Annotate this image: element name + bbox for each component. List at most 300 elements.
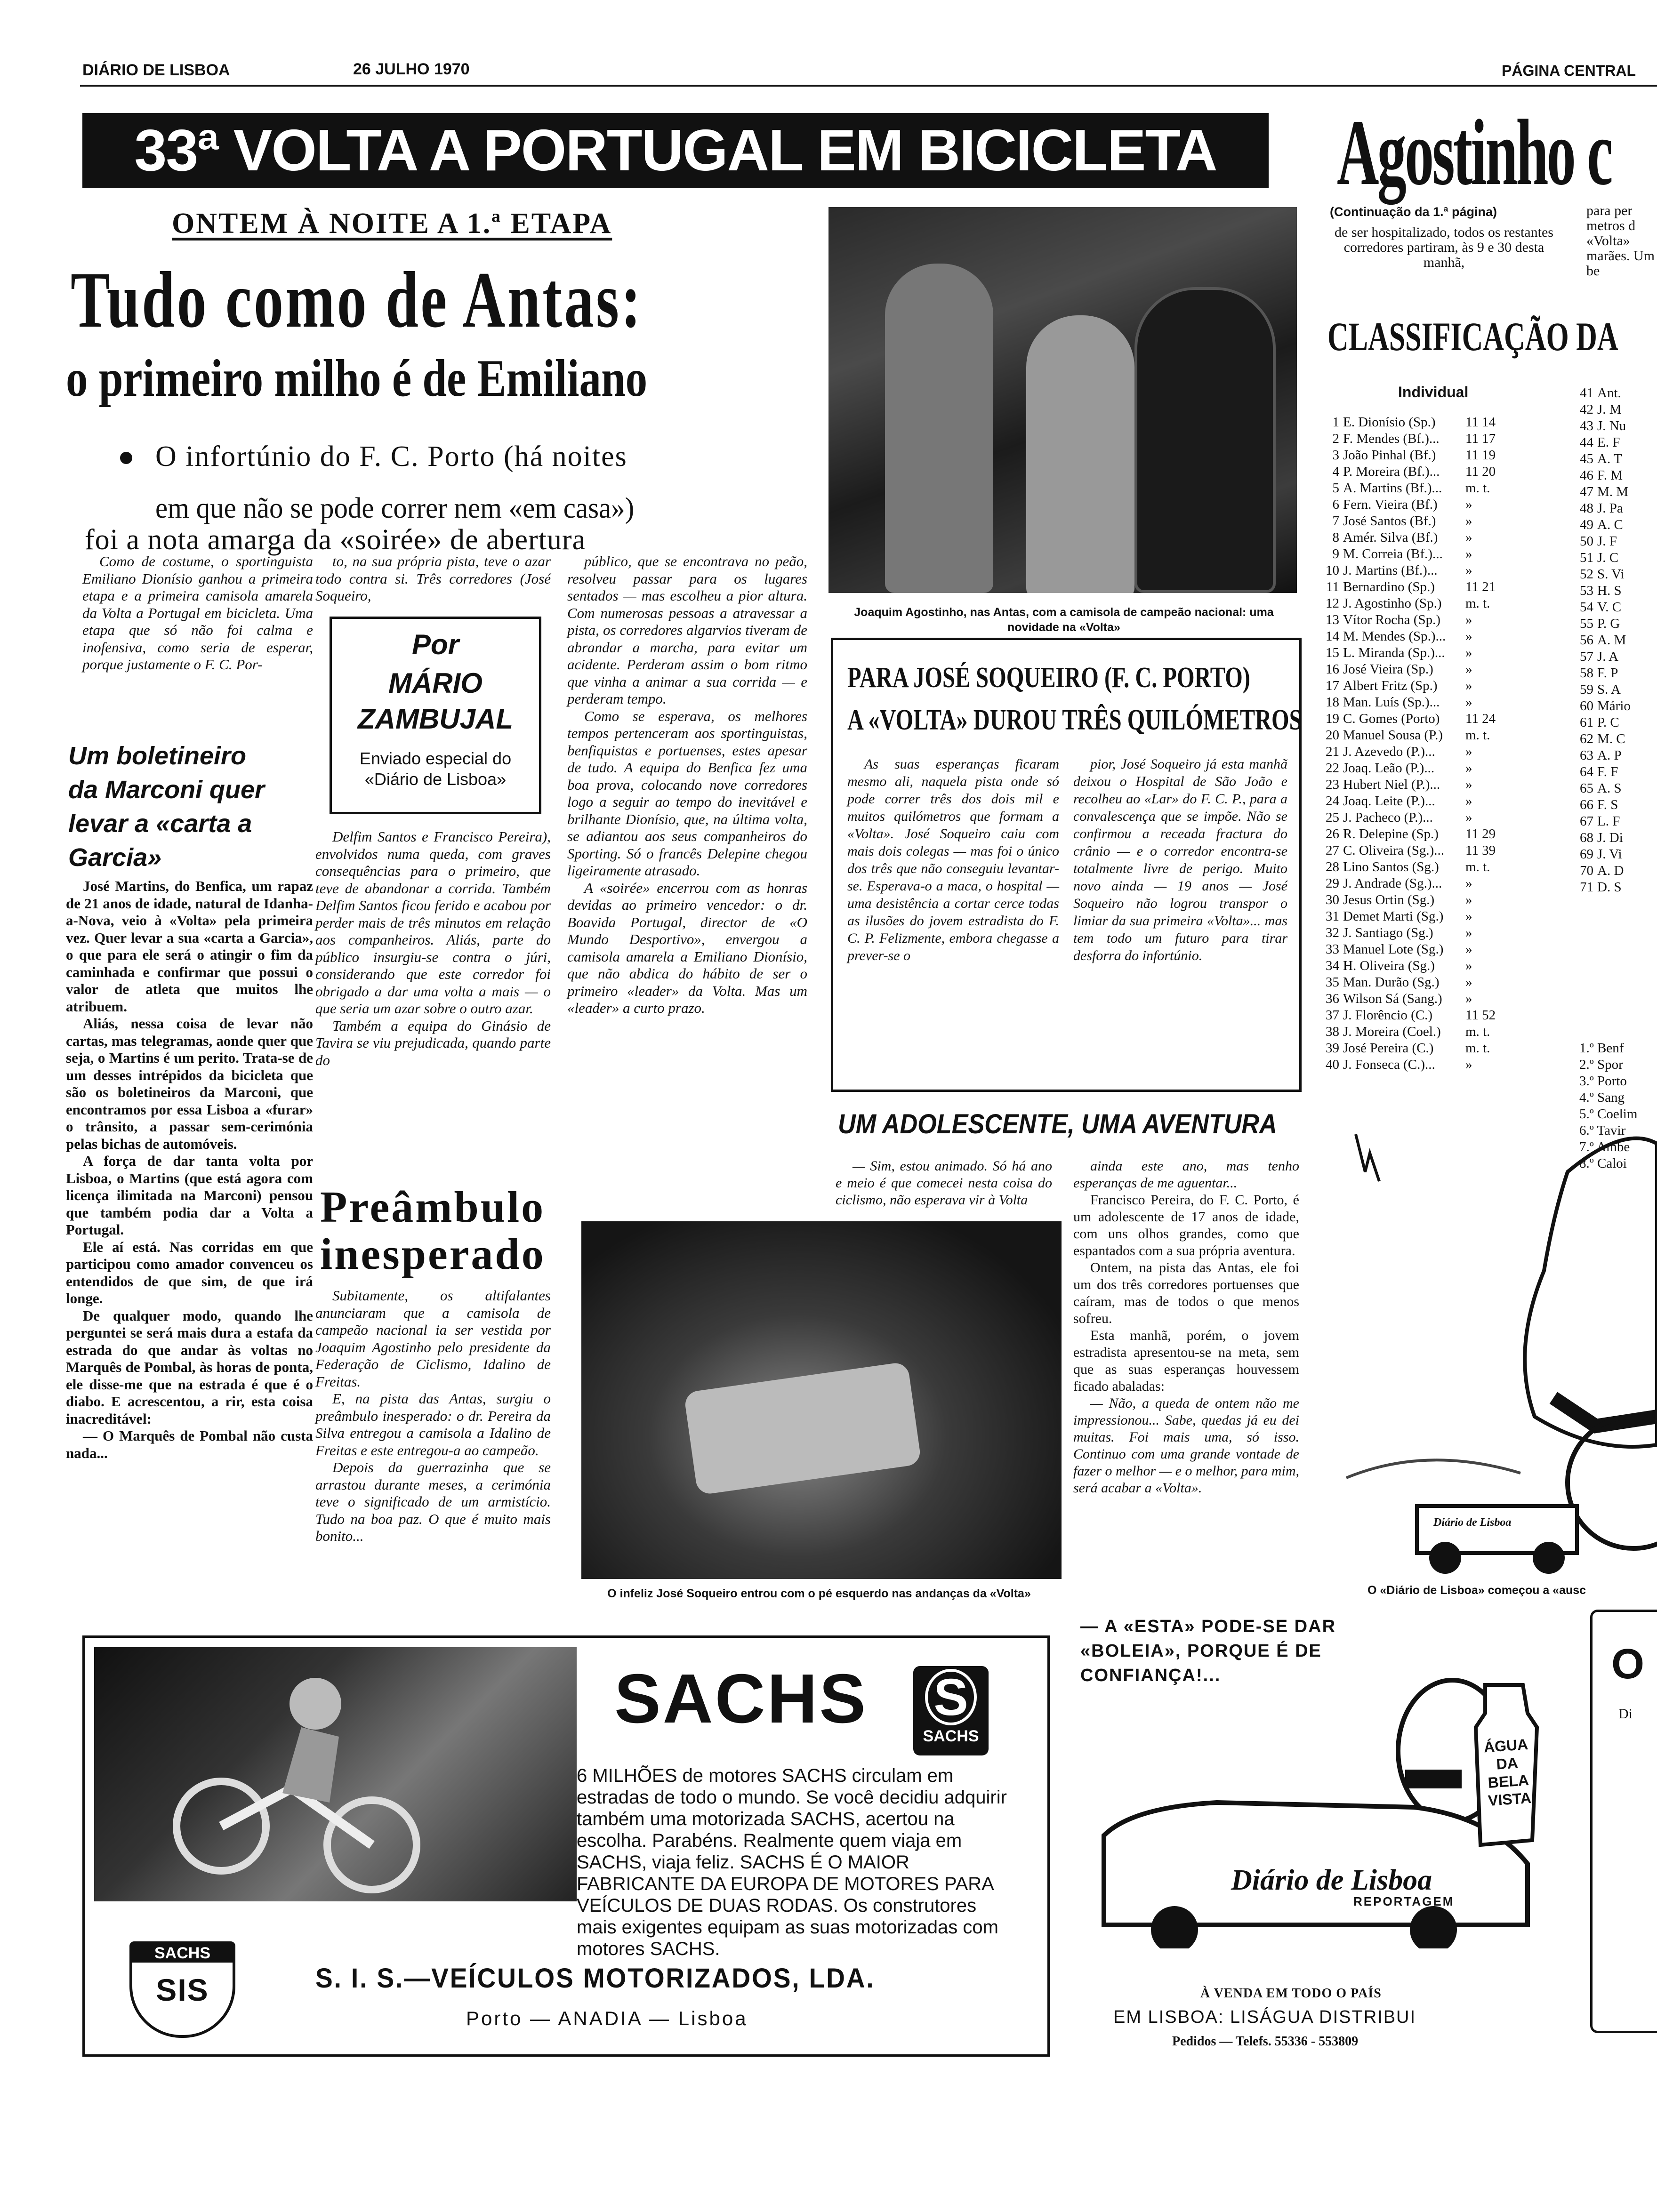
subhead-preambulo: Preâmbulo inesperado xyxy=(320,1183,546,1279)
soqueiro-col-2 xyxy=(1073,755,1287,964)
col1-intro-text: Como de costume, o sportinguista Emiliano Dionísio ganhou a primeira etapa e a primeira camisola amarela da Volta a Portugal em bicicleta. Uma etapa que só não foi calma e inofensiva, como seria de esperar, porque justamente o F. C. Por- xyxy=(82,553,313,673)
classification-row xyxy=(1325,727,1565,744)
byline-role: Enviado especial do «Diário de Lisboa» xyxy=(359,749,512,789)
headline-2: o primeiro milho é de Emiliano xyxy=(66,349,648,408)
right-edge-ad xyxy=(1590,1610,1657,2033)
classification-row xyxy=(1579,566,1657,583)
classification-row xyxy=(1579,780,1657,797)
col3 xyxy=(567,553,807,1017)
classification-time: 11 19 xyxy=(1465,448,1496,463)
classification-name: P. C xyxy=(1597,715,1619,730)
photo-soqueiro-caption: O infeliz José Soqueiro entrou com o pé esquerdo nas andanças da «Volta» xyxy=(607,1587,1031,1600)
classification-time: » xyxy=(1465,777,1472,792)
shield-mark: SIS xyxy=(156,1972,209,2007)
classification-pos: 14 xyxy=(1326,629,1339,644)
photo-stretcher xyxy=(684,1362,922,1496)
motorcycle-illustration xyxy=(94,1647,577,1901)
classification-pos: 20 xyxy=(1326,728,1339,743)
classification-pos: 19 xyxy=(1326,711,1339,726)
classification-row xyxy=(1579,467,1657,484)
shield-top: SACHS xyxy=(132,1944,233,1963)
classification-name: J. Martins (Bf.)... xyxy=(1343,563,1438,578)
classification-time: 11 20 xyxy=(1465,464,1496,479)
classification-name: J. Vi xyxy=(1597,847,1622,862)
col1-par-2: Aliás, nessa coisa de levar não cartas, mas telegramas, aonde quer que seja, o Martins é um perito. Trata-se de um desses intrépidos da bicicleta que são os boletineiros da Marconi, que encontramos por essa Lisboa a «furar» o trânsito, a passar sem-cerimónia pelas bichas de automóveis. xyxy=(66,1015,313,1152)
classification-name: Joaq. Leite (P.)... xyxy=(1343,793,1435,809)
col1-par-4: Ele aí está. Nas corridas em que participou como amador convenceu os entendidos de que sim, de que irá longe. xyxy=(66,1238,313,1306)
classification-time: » xyxy=(1465,1057,1472,1072)
classification-name: Lino Santos (Sg.) xyxy=(1343,859,1439,874)
classification-row xyxy=(1579,863,1657,879)
classification-row xyxy=(1325,908,1565,925)
classification-time: m. t. xyxy=(1465,1041,1490,1056)
classification-name: J. Agostinho (Sp.) xyxy=(1343,596,1442,611)
team-row xyxy=(1579,1090,1657,1106)
photo-figure-3 xyxy=(1134,287,1276,593)
classification-name: Man. Durão (Sg.) xyxy=(1343,975,1440,990)
classification-time: » xyxy=(1465,563,1472,578)
classification-pos: 1 xyxy=(1332,415,1339,430)
classification-pos: 16 xyxy=(1326,662,1339,677)
deck-line-2: em que não se pode correr nem «em casa») xyxy=(155,492,635,524)
deck-line-1: O infortúnio do F. C. Porto (há noites xyxy=(155,441,627,473)
classification-pos: 58 xyxy=(1580,665,1593,681)
classification-name: S. A xyxy=(1597,682,1621,697)
classification-pos: 69 xyxy=(1580,847,1593,862)
classification-row xyxy=(1325,941,1565,958)
team-name: 6.º Tavir xyxy=(1579,1123,1626,1138)
classification-time: 11 17 xyxy=(1465,431,1496,446)
byline-box xyxy=(330,617,541,814)
classification-pos: 13 xyxy=(1326,612,1339,627)
classification-time: » xyxy=(1465,497,1472,512)
photo-figure-2 xyxy=(1026,315,1134,593)
classification-pos: 40 xyxy=(1326,1057,1339,1072)
classification-row xyxy=(1579,846,1657,863)
classification-row xyxy=(1325,826,1565,842)
classification-name: A. S xyxy=(1597,781,1622,796)
classification-pos: 34 xyxy=(1326,958,1339,973)
classification-time: » xyxy=(1465,546,1472,561)
page-label: PÁGINA CENTRAL xyxy=(1502,62,1636,79)
classification-name: J. M xyxy=(1597,402,1622,417)
col1-par-1: José Martins, do Benfica, um rapaz de 21 anos de idade, natural de Idanha-a-Nova, veio à «Volta» pela primeira vez. Quer levar a sua «carta a Garcia», o que para ele será o atingir o fim da caminhada e confirmar que possui o valor de atleta que muitos lhe atribuem. xyxy=(66,878,313,1015)
col3-text-b: Como se esperava, os melhores tempos pertenceram aos sportinguistas, benfiquistas e portuenses, estes apesar de tudo. A equipa do Benfica fez uma boa prova, colocando nove corredores logo a seguir ao tempo do inevitável e brilhante Dionísio, que, na última volta, se adiantou aos seus companheiros do Sporting. Só o francês Delepine chegou ligeiramente atrasado. xyxy=(567,707,807,879)
classification-title: CLASSIFICAÇÃO DA xyxy=(1327,314,1618,359)
classification-pos: 67 xyxy=(1580,814,1593,829)
classification-row xyxy=(1579,764,1657,780)
classification-name: A. D xyxy=(1597,863,1624,878)
classification-pos: 23 xyxy=(1326,777,1339,792)
classification-row xyxy=(1325,793,1565,809)
banner-title: 33ª VOLTA A PORTUGAL EM BICICLETA xyxy=(134,118,1217,183)
classification-name: F. M xyxy=(1597,468,1623,483)
classification-pos: 9 xyxy=(1332,546,1339,561)
kicker: ONTEM À NOITE A 1.ª ETAPA xyxy=(172,208,612,240)
classification-row xyxy=(1325,645,1565,661)
classification-time: » xyxy=(1465,662,1472,677)
classification-pos: 15 xyxy=(1326,645,1339,660)
classification-pos: 17 xyxy=(1326,678,1339,693)
classification-name: M. C xyxy=(1597,731,1625,746)
classification-time: » xyxy=(1465,958,1472,973)
classification-row xyxy=(1325,431,1565,447)
col2-text-e: E, na pista das Antas, surgiu o preâmbulo inesperado: o dr. Pereira da Silva entregou a camisola a Idalino de Freitas e este entregou-a ao campeão. xyxy=(315,1390,551,1459)
classification-name: J. Azevedo (P.)... xyxy=(1343,744,1435,759)
classification-pos: 8 xyxy=(1332,530,1339,545)
classification-name: Bernardino (Sp.) xyxy=(1343,579,1435,594)
team-row xyxy=(1579,1040,1657,1057)
classification-name: S. Vi xyxy=(1597,567,1625,582)
classification-pos: 48 xyxy=(1580,501,1593,516)
classification-pos: 57 xyxy=(1580,649,1593,664)
cartoon-caption: O «Diário de Lisboa» começou a «ausc xyxy=(1367,1584,1586,1597)
classification-time: » xyxy=(1465,991,1472,1006)
classification-name: H. S xyxy=(1597,583,1622,598)
team-name: 7.º Ambe xyxy=(1579,1139,1630,1154)
cartoon xyxy=(1332,1115,1657,1577)
classification-pos: 47 xyxy=(1580,484,1593,499)
classification-row xyxy=(1325,694,1565,711)
adolescente-text-2b: Francisco Pereira, do F. C. Porto, é um adolescente de 17 anos de idade, com uns olhos grandes, como que espantados com a sua própria aventura. xyxy=(1073,1192,1299,1258)
agua-car-sub: REPORTAGEM xyxy=(1353,1894,1455,1908)
classification-row xyxy=(1325,892,1565,908)
paper-name: DIÁRIO DE LISBOA xyxy=(82,61,230,79)
col2-text-b: Delfim Santos e Francisco Pereira), envolvidos numa queda, com graves consequências para o primeiro, que teve de abandonar a corrida. Também Delfim Santos ficou ferido e acabou por perder mais de três minutos em relação aos companheiros. Aliás, parte do público insurgiu-se contra o júri, considerando que este corredor foi obrigado a dar uma volta a mais — o que seria um azar sobre o outro azar. xyxy=(315,828,551,1017)
photo-agostinho xyxy=(828,207,1297,593)
classification-pos: 53 xyxy=(1580,583,1593,598)
subhead-boletineiro: Um boletineiro da Marconi quer levar a «carta a Garcia» xyxy=(68,742,265,872)
classification-pos: 37 xyxy=(1326,1008,1339,1023)
classification-name: Ant. xyxy=(1597,385,1621,401)
photo-agostinho-caption: Joaquim Agostinho, nas Antas, com a camisola de campeão nacional: uma novidade na «Volta» xyxy=(854,606,1274,634)
classification-row xyxy=(1579,731,1657,747)
classification-pos: 11 xyxy=(1326,579,1339,594)
classification-sub: Individual xyxy=(1398,384,1469,401)
classification-name: Vítor Rocha (Sp.) xyxy=(1343,612,1440,627)
classification-name: E. F xyxy=(1597,435,1620,450)
deck-line-3: foi a nota amarga da «soirée» de abertura xyxy=(85,524,586,556)
adolescente-col-2 xyxy=(1073,1158,1299,1497)
classification-name: Demet Marti (Sg.) xyxy=(1343,909,1444,924)
classification-pos: 5 xyxy=(1332,481,1339,496)
classification-pos: 62 xyxy=(1580,731,1593,746)
classification-pos: 41 xyxy=(1580,385,1593,401)
sachs-logo xyxy=(913,1666,989,1755)
classification-pos: 46 xyxy=(1580,468,1593,483)
classification-pos: 49 xyxy=(1580,517,1593,532)
classification-name: P. G xyxy=(1597,616,1620,631)
classification-time: 11 29 xyxy=(1465,826,1496,842)
classification-name: Albert Fritz (Sp.) xyxy=(1343,678,1438,693)
sachs-ad xyxy=(82,1635,1050,2057)
banner xyxy=(82,113,1269,188)
classification-pos: 28 xyxy=(1326,859,1339,874)
right-edge-small: Di xyxy=(1618,1706,1633,1722)
classification-pos: 64 xyxy=(1580,764,1593,779)
continuation-side: para per metros d «Volta» marães. Um be xyxy=(1586,203,1655,279)
classification-row xyxy=(1579,698,1657,714)
classification-pos: 51 xyxy=(1580,550,1593,565)
classification-time: » xyxy=(1465,975,1472,990)
classification-row xyxy=(1325,711,1565,727)
sachs-logo-name: SACHS xyxy=(923,1727,979,1745)
classification-name: J. Nu xyxy=(1597,418,1626,433)
team-name: 3.º Porto xyxy=(1579,1074,1627,1089)
classification-time: » xyxy=(1465,761,1472,776)
classification-name: D. S xyxy=(1597,880,1622,895)
classification-row xyxy=(1325,513,1565,529)
classification-name: A. T xyxy=(1597,451,1622,466)
classification-row xyxy=(1579,830,1657,846)
sachs-photo xyxy=(94,1647,577,1901)
col2-bottom xyxy=(315,1287,551,1545)
classification-row xyxy=(1325,447,1565,464)
classification-name: V. C xyxy=(1597,600,1622,615)
classification-name: H. Oliveira (Sg.) xyxy=(1343,958,1435,973)
classification-name: J. Fonseca (C.)... xyxy=(1343,1057,1435,1072)
agua-lisboa: EM LISBOA: LISÁGUA DISTRIBUI xyxy=(1113,2007,1416,2027)
classification-row xyxy=(1325,612,1565,628)
col2-top xyxy=(315,553,551,605)
classification-row xyxy=(1579,500,1657,517)
classification-time: » xyxy=(1465,612,1472,627)
classification-time: 11 14 xyxy=(1465,415,1496,430)
classification-pos: 22 xyxy=(1326,761,1339,776)
classification-pos: 18 xyxy=(1326,695,1339,710)
classification-row xyxy=(1579,813,1657,830)
adolescente-text-2e: — Não, a queda de ontem não me impressionou... Sabe, quedas já eu dei muitas. Foi mais uma, só isso. Continuo com uma grande vontade de fazer o melhor — e o melhor, para mim, será acabar a «Volta». xyxy=(1073,1395,1299,1496)
classification-name: M. Mendes (Sp.)... xyxy=(1343,629,1446,644)
classification-row xyxy=(1579,599,1657,616)
soqueiro-box xyxy=(831,638,1302,1092)
classification-pos: 4 xyxy=(1332,464,1339,479)
classification-name: J. C xyxy=(1597,550,1619,565)
cartoon-car-text: Diário de Lisboa xyxy=(1433,1516,1512,1529)
classification-table-2 xyxy=(1579,385,1657,896)
headline: Tudo como de Antas: xyxy=(71,256,643,344)
header-rule xyxy=(80,85,1657,87)
classification-time: » xyxy=(1465,810,1472,825)
classification-name: M. M xyxy=(1597,484,1629,499)
classification-table xyxy=(1325,414,1565,1073)
classification-time: 11 24 xyxy=(1465,711,1496,726)
team-name: 5.º Coelim xyxy=(1579,1106,1638,1122)
classification-name: João Pinhal (Bf.) xyxy=(1343,448,1436,463)
classification-name: Fern. Vieira (Bf.) xyxy=(1343,497,1438,512)
classification-row xyxy=(1325,678,1565,694)
col2-text-a: to, na sua própria pista, teve o azar todo contra si. Três corredores (José Soqueiro, xyxy=(315,553,551,604)
classification-pos: 7 xyxy=(1332,513,1339,529)
classification-pos: 39 xyxy=(1326,1041,1339,1056)
classification-name: A. P xyxy=(1597,748,1622,763)
classification-pos: 35 xyxy=(1326,975,1339,990)
team-row xyxy=(1579,1057,1657,1073)
classification-name: J. Florêncio (C.) xyxy=(1343,1008,1433,1023)
classification-time: m. t. xyxy=(1465,481,1490,496)
classification-name: R. Delepine (Sp.) xyxy=(1343,826,1439,842)
classification-pos: 24 xyxy=(1326,793,1339,809)
classification-row xyxy=(1579,649,1657,665)
agua-pedidos: Pedidos — Telefs. 55336 - 553809 xyxy=(1172,2034,1359,2049)
classification-row xyxy=(1579,665,1657,681)
classification-time: m. t. xyxy=(1465,728,1490,743)
team-name: 8.º Caloi xyxy=(1579,1156,1627,1171)
sachs-text: 6 MILHÕES de motores SACHS circulam em estradas de todo o mundo. Se você decidiu adquirir também uma motorizada SACHS, acertou na escolha. Parabéns. Realmente quem viaja em SACHS, viaja feliz. SACHS É O MAIOR FABRICANTE DA EUROPA DE MOTORES PARA VEÍCULOS DE DUAS RODAS. Os construtores mais exigentes equipam as suas motorizadas com motores SACHS. xyxy=(577,1765,1007,1959)
classification-name: Manuel Lote (Sg.) xyxy=(1343,942,1444,957)
col1-par-6: — O Marquês de Pombal não custa nada... xyxy=(66,1427,313,1461)
agua-slogan: — A «ESTA» PODE-SE DAR «BOLEIA», PORQUE É DE CONFIANÇA!... xyxy=(1080,1617,1336,1685)
classification-name: J. Santiago (Sg.) xyxy=(1343,925,1433,940)
classification-pos: 21 xyxy=(1326,744,1339,759)
classification-pos: 31 xyxy=(1326,909,1339,924)
classification-time: » xyxy=(1465,909,1472,924)
col2-text-f: Depois da guerrazinha que se arrastou durante meses, a cerimónia teve o significado de um armistício. Tudo na boa paz. O que é muito mais bonito... xyxy=(315,1459,551,1544)
sachs-logo-letter: S xyxy=(925,1669,977,1725)
classification-pos: 25 xyxy=(1326,810,1339,825)
classification-time: » xyxy=(1465,678,1472,693)
col2-mid xyxy=(315,828,551,1069)
classification-time: » xyxy=(1465,892,1472,907)
classification-pos: 43 xyxy=(1580,418,1593,433)
classification-time: » xyxy=(1465,942,1472,957)
classification-row xyxy=(1325,529,1565,546)
classification-name: F. P xyxy=(1597,665,1618,681)
classification-name: J. Andrade (Sg.)... xyxy=(1343,876,1442,891)
classification-name: Amér. Silva (Bf.) xyxy=(1343,530,1438,545)
classification-row xyxy=(1325,562,1565,579)
classification-row xyxy=(1325,744,1565,760)
team-name: 1.º Benf xyxy=(1579,1041,1624,1056)
classification-name: J. A xyxy=(1597,649,1619,664)
classification-name: F. Mendes (Bf.)... xyxy=(1343,431,1440,446)
classification-row xyxy=(1325,595,1565,612)
adolescente-title: UM ADOLESCENTE, UMA AVENTURA xyxy=(838,1109,1277,1139)
classification-row xyxy=(1325,464,1565,480)
classification-pos: 55 xyxy=(1580,616,1593,631)
classification-time: 11 21 xyxy=(1465,579,1496,594)
classification-name: A. C xyxy=(1597,517,1623,532)
classification-row xyxy=(1579,418,1657,434)
classification-time: 11 52 xyxy=(1465,1008,1496,1023)
adolescente-text-2a: ainda este ano, mas tenho esperanças de me aguentar... xyxy=(1073,1158,1299,1191)
col3-text-a: público, que se encontrava no peão, resolveu passar para os lugares sentados — mas escolheu a pior altura. Com numerosas pessoas a atravessar a pista, os corredores algarvios tiveram de abrandar a marcha, para evitar um acidente. Perderam assim o bom ritmo que vinha a animar a sua corrida — e perderam tempo. xyxy=(567,553,807,707)
continuation-text: de ser hospitalizado, todos os restantes corredores partiram, às 9 e 30 desta manhã, xyxy=(1335,224,1553,270)
classification-time: m. t. xyxy=(1465,1024,1490,1039)
classification-pos: 54 xyxy=(1580,600,1593,615)
classification-pos: 30 xyxy=(1326,892,1339,907)
classification-row xyxy=(1325,1007,1565,1024)
classification-pos: 66 xyxy=(1580,797,1593,812)
classification-row xyxy=(1325,809,1565,826)
classification-pos: 26 xyxy=(1326,826,1339,842)
classification-pos: 68 xyxy=(1580,830,1593,845)
sis-shield xyxy=(129,1941,235,2038)
adolescente-text-2d: Esta manhã, porém, o jovem estradista apresentou-se na meta, sem que as suas esperanças houvessem ficado abaladas: xyxy=(1073,1328,1299,1394)
agua-bottle-label: ÁGUA DA BELA VISTA xyxy=(1483,1735,1532,1810)
classification-row xyxy=(1325,480,1565,497)
classification-row xyxy=(1325,958,1565,974)
classification-time: » xyxy=(1465,530,1472,545)
classification-name: A. Martins (Bf.)... xyxy=(1343,481,1442,496)
right-headline: Agostinho c xyxy=(1337,101,1611,205)
classification-name: M. Correia (Bf.)... xyxy=(1343,546,1443,561)
classification-row xyxy=(1325,497,1565,513)
classification-pos: 12 xyxy=(1326,596,1339,611)
classification-pos: 61 xyxy=(1580,715,1593,730)
classification-row xyxy=(1325,628,1565,645)
cartoon-drawing xyxy=(1332,1115,1657,1577)
soqueiro-col-1 xyxy=(847,755,1059,964)
classification-name: A. M xyxy=(1597,633,1626,648)
classification-name: Man. Luís (Sp.)... xyxy=(1343,695,1440,710)
classification-time: » xyxy=(1465,513,1472,529)
classification-pos: 27 xyxy=(1326,843,1339,858)
classification-name: Manuel Sousa (P.) xyxy=(1343,728,1443,743)
classification-row xyxy=(1579,747,1657,764)
classification-name: F. F xyxy=(1597,764,1618,779)
classification-pos: 65 xyxy=(1580,781,1593,796)
team-row xyxy=(1579,1073,1657,1090)
col3-text-c: A «soirée» encerrou com as honras devidas ao primeiro vencedor: o dr. Boavida Portugal, director de «O Mundo Desportivo», envergou a camisola amarela a Emiliano Dionísio, que não abdica do hábito de ser o primeiro «leader» da Volta. Mas um «leader» a curto prazo. xyxy=(567,879,807,1016)
classification-time: 11 39 xyxy=(1465,843,1496,858)
classification-row xyxy=(1579,797,1657,813)
classification-pos: 29 xyxy=(1326,876,1339,891)
sis-company: S. I. S.—VEÍCULOS MOTORIZADOS, LDA. xyxy=(315,1963,875,1994)
col2-text-c: Também a equipa do Ginásio de Tavira se viu prejudicada, quando parte do xyxy=(315,1017,551,1068)
classification-row xyxy=(1579,434,1657,451)
col1-par-3: A força de dar tanta volta por Lisboa, o Martins (que está agora com licença ilimitada na Marconi) pensou que também podia dar a Volta a Portugal. xyxy=(66,1153,313,1238)
classification-name: J. F xyxy=(1597,534,1617,549)
classification-pos: 71 xyxy=(1580,880,1593,895)
classification-row xyxy=(1579,632,1657,649)
classification-name: J. Di xyxy=(1597,830,1623,845)
team-name: 2.º Spor xyxy=(1579,1057,1623,1072)
classification-name: Wilson Sá (Sang.) xyxy=(1343,991,1442,1006)
classification-row xyxy=(1325,925,1565,941)
classification-row xyxy=(1325,842,1565,859)
classification-row xyxy=(1325,859,1565,875)
classification-time: » xyxy=(1465,925,1472,940)
classification-time: » xyxy=(1465,876,1472,891)
classification-time: » xyxy=(1465,629,1472,644)
classification-row xyxy=(1579,616,1657,632)
classification-row xyxy=(1579,681,1657,698)
classification-pos: 2 xyxy=(1332,431,1339,446)
agua-ad xyxy=(1071,1610,1558,2057)
classification-row xyxy=(1325,1024,1565,1040)
classification-row xyxy=(1579,879,1657,896)
classification-pos: 3 xyxy=(1332,448,1339,463)
classification-row xyxy=(1579,583,1657,599)
classification-pos: 50 xyxy=(1580,534,1593,549)
soqueiro-title-1: PARA JOSÉ SOQUEIRO (F. C. PORTO) xyxy=(847,662,1250,694)
classification-time: » xyxy=(1465,744,1472,759)
classification-name: J. Pacheco (P.)... xyxy=(1343,810,1433,825)
col1-par-5: De qualquer modo, quando lhe perguntei se será mais dura a estafa da estrada do que andar às voltas no Marquês de Pombal, às horas de ponta, ele disse-me que na estrada é que é o diabo. E acrescentou, a rir, esta coisa inacreditável: xyxy=(66,1307,313,1427)
classification-name: J. Pa xyxy=(1597,501,1623,516)
classification-row xyxy=(1579,484,1657,500)
classification-row xyxy=(1579,401,1657,418)
classification-pos: 70 xyxy=(1580,863,1593,878)
adolescente-text-1: — Sim, estou animado. Só há ano e meio é que comecei nesta coisa do ciclismo, não esperava vir à Volta xyxy=(836,1158,1052,1208)
photo-soqueiro xyxy=(581,1221,1062,1579)
classification-name: José Pereira (C.) xyxy=(1343,1041,1434,1056)
classification-name: F. S xyxy=(1597,797,1618,812)
classification-pos: 38 xyxy=(1326,1024,1339,1039)
sis-cities: Porto — ANADIA — Lisboa xyxy=(466,2007,748,2029)
classification-name: Joaq. Leão (P.)... xyxy=(1343,761,1435,776)
